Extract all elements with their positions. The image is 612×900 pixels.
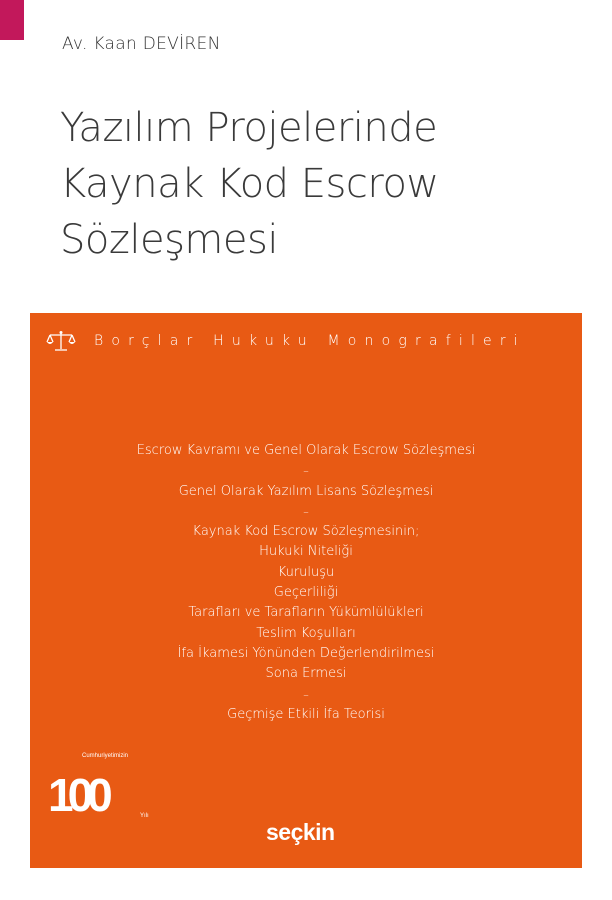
series-header	[46, 329, 526, 353]
book-title	[60, 100, 580, 268]
contents-item: Escrow Kavramı ve Genel Olarak Escrow Sözleşmesi	[136, 443, 476, 458]
badge-suffix: Yılı	[140, 813, 149, 819]
contents-item: Teslim Koşulları	[256, 625, 356, 641]
contents-separator: –	[303, 687, 309, 701]
contents-item: Kaynak Kod Escrow Sözleşmesinin;	[192, 524, 420, 540]
contents-item: Genel Olarak Yazılım Lisans Sözleşmesi	[178, 483, 434, 499]
contents-separator: –	[303, 504, 309, 518]
contents-item: Kuruluşu	[277, 564, 335, 580]
contents-item: Sona Ermesi	[265, 666, 347, 682]
accent-tab	[0, 0, 24, 40]
contents-item: İfa İkamesi Yönünden Değerlendirilmesi	[177, 645, 435, 661]
contents-item: Hukuki Niteliği	[259, 544, 353, 560]
title-line: Sözleşmesi	[60, 217, 278, 263]
badge-caption: Cumhuriyetimizin	[82, 753, 129, 759]
cover-panel	[30, 313, 582, 868]
title-line: Yazılım Projelerinde	[60, 105, 438, 151]
publisher-logo: seçkin	[266, 819, 335, 845]
badge-number: 100	[48, 769, 107, 821]
author-name: Av. Kaan DEVİREN	[62, 34, 221, 54]
badge-100-logo	[44, 753, 154, 833]
series-name: Borçlar Hukuku Monografileri	[94, 333, 526, 349]
contents-list	[30, 441, 582, 725]
contents-item: Geçmişe Etkili İfa Teorisi	[227, 706, 385, 722]
contents-item: Geçerliliği	[273, 585, 339, 601]
title-line: Kaynak Kod Escrow	[60, 161, 439, 207]
scales-of-justice-icon	[46, 330, 76, 352]
contents-separator: –	[303, 464, 309, 478]
republic-100-badge	[44, 753, 154, 833]
contents-item: Tarafları ve Tarafların Yükümlülükleri	[188, 605, 424, 621]
